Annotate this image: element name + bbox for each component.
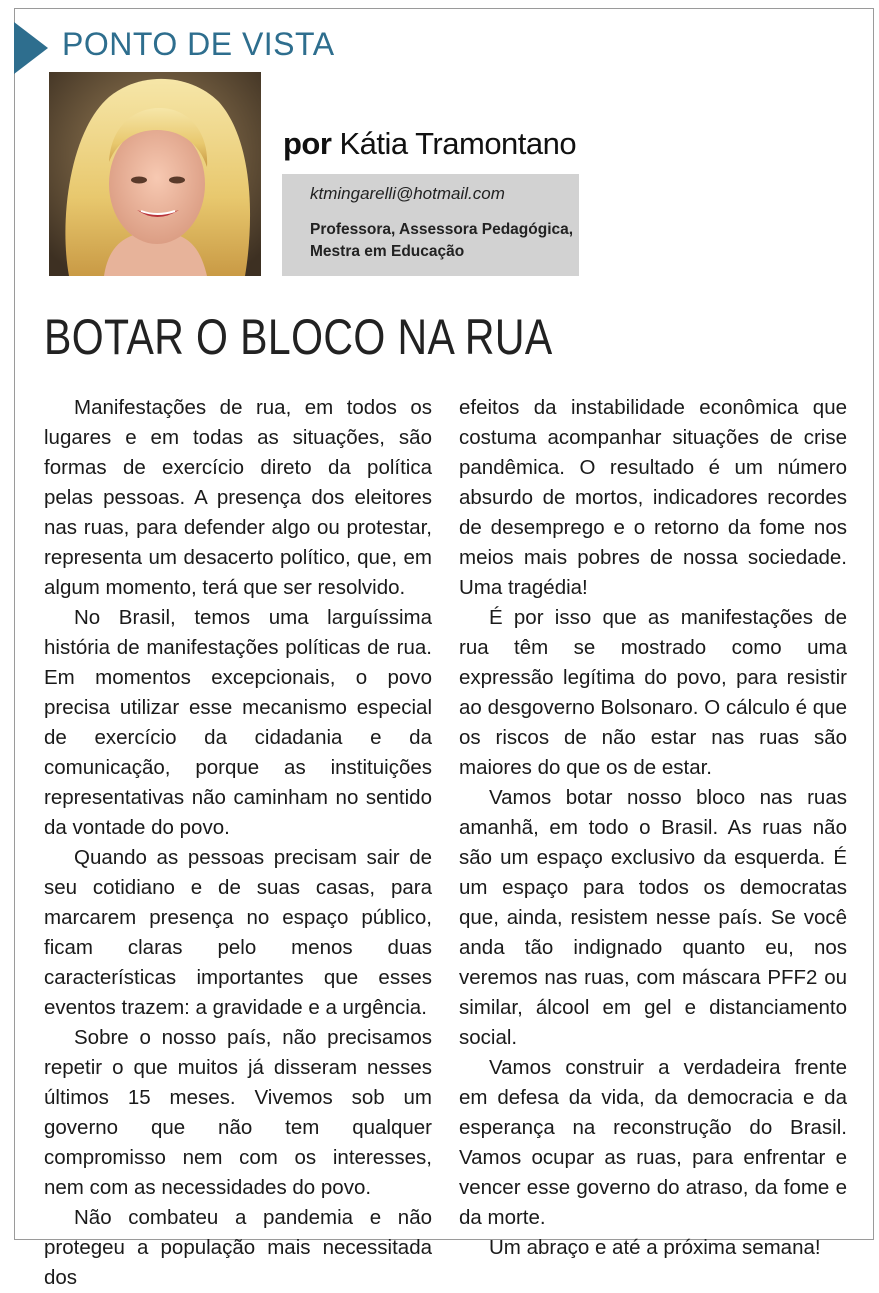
paragraph: Manifestações de rua, em todos os lugares e em todas as situações, são formas de exercício direto da política pelas pessoas. A presença dos eleitores nas ruas, para defender algo ou protestar, representa um desacerto político, que, em algum momento, terá que ser resolvido. [44, 396, 432, 599]
article-column-right [459, 393, 847, 1263]
paragraph-continuation: efeitos da instabilidade econômica que costuma acompanhar situações de crise pandêmica. O resultado é um número absurdo de mortos, indicadores recordes de desemprego e o retorno da fome nos meios mais pobres de nossa sociedade. Uma tragédia! [459, 396, 847, 599]
paragraph: Sobre o nosso país, não precisamos repetir o que muitos já disseram nesses últimos 15 meses. Vivemos sob um governo que não tem qualquer compromisso nem com os interesses, nem com as necessidades do povo. [44, 1026, 432, 1199]
paragraph: Não combateu a pandemia e não protegeu a população mais necessitada dos [44, 1206, 432, 1289]
author-name: Kátia Tramontano [339, 126, 577, 161]
article-headline: BOTAR O BLOCO NA RUA [44, 309, 553, 365]
paragraph: É por isso que as manifestações de rua têm se mostrado como uma expressão legítima do povo, para resistir ao desgoverno Bolsonaro. O cálculo é que os riscos de não estar nas ruas são maiores do que os de estar. [459, 606, 847, 779]
sign-off: Um abraço e até a próxima semana! [489, 1236, 821, 1259]
author-byline [283, 126, 576, 162]
paragraph: Quando as pessoas precisam sair de seu cotidiano e de suas casas, para marcarem presença no espaço público, ficam claras pelo menos duas características importantes que esses eventos trazem: a gravidade e a urgência. [44, 846, 432, 1019]
paragraph: Vamos construir a verdadeira frente em defesa da vida, da democracia e da esperança na reconstrução do Brasil. Vamos ocupar as ruas, para enfrentar e vencer esse governo do atraso, da fome e da morte. [459, 1056, 847, 1229]
author-email[interactable]: ktmingarelli@hotmail.com [310, 184, 505, 203]
author-photo [49, 72, 261, 276]
paragraph: No Brasil, temos uma larguíssima história de manifestações políticas de rua. Em momentos excepcionais, o povo precisa utilizar esse mecanismo especial de exercício da cidadania e da comunicação, porque as instituições representativas não caminham no sentido da vontade do povo. [44, 606, 432, 839]
section-label: PONTO DE VISTA [62, 26, 335, 62]
article-column-left [44, 393, 432, 1293]
paragraph: Vamos botar nosso bloco nas ruas amanhã, em todo o Brasil. As ruas não são um espaço exclusivo da esquerda. É um espaço para todos os democratas que, ainda, resistem nesse país. Se você anda tão indignado quanto eu, nos veremos nas ruas, com máscara PFF2 ou similar, álcool em gel e distanciamento social. [459, 786, 847, 1049]
author-role: Professora, Assessora Pedagógica, Mestra em Educação [310, 221, 574, 260]
byline-prefix: por [283, 126, 332, 161]
section-arrow-icon [14, 22, 48, 74]
